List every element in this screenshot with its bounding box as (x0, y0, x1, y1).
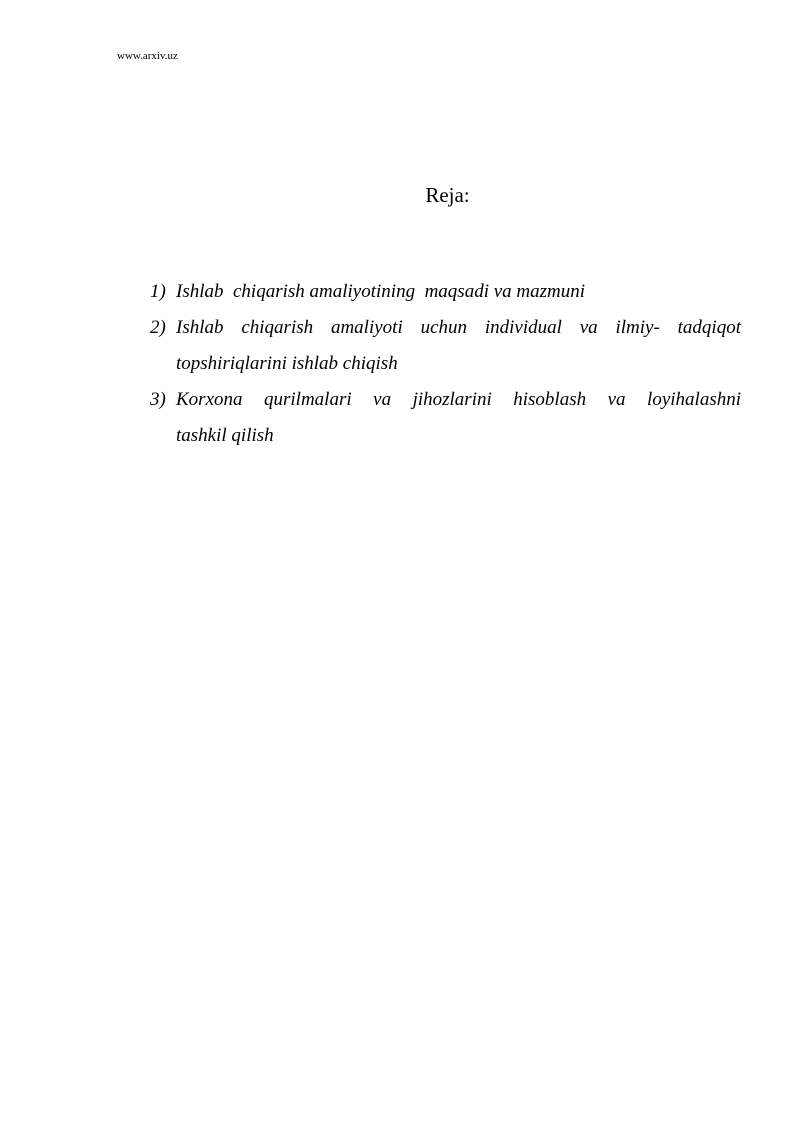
list-item-text-line-1: Korxona qurilmalari va jihozlarini hisoblash va loyihalashni (176, 389, 741, 410)
list-item-text-line-2: topshiriqlarini ishlab chiqish (176, 353, 398, 374)
list-item (150, 310, 741, 382)
list-item-text-line-1: Ishlab chiqarish amaliyoti uchun individual va ilmiy- tadqiqot (176, 317, 741, 338)
list-item (150, 382, 741, 454)
list-item-number: 2) (150, 317, 166, 338)
list-item-number: 3) (150, 389, 166, 410)
plan-title: Reja: (425, 183, 470, 207)
list-item-text-line-2: tashkil qilish (176, 425, 274, 446)
list-item-text: Ishlab chiqarish amaliyotining maqsadi va mazmuni (176, 281, 586, 302)
list-item-number: 1) (150, 281, 166, 302)
header-url: www.arxiv.uz (117, 50, 178, 62)
plan-list (150, 274, 741, 454)
list-item (150, 274, 741, 310)
